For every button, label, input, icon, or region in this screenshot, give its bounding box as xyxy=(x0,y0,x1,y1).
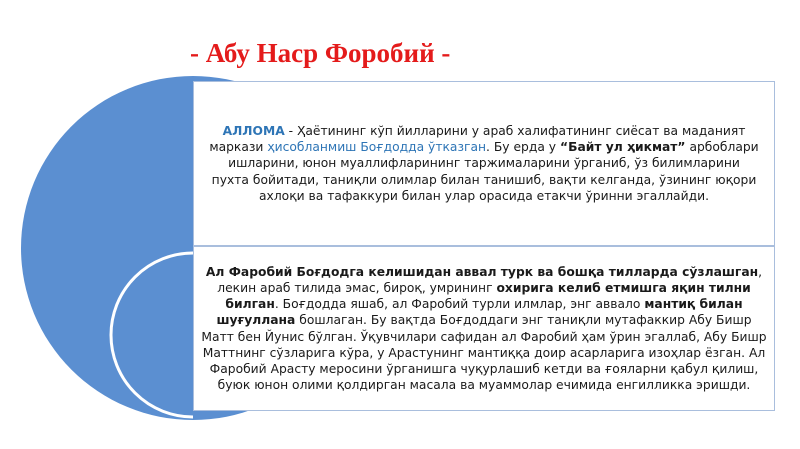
panel-bottom-text: Ал Фаробий Боғдодга келишидан аввал турк ва бошқа тилларда сўзлашган, лекин араб тилида эмас, бироқ, умрининг охирига келиб етмишга яқин тилни билган. Боғдодда яшаб, ал Фаробий турли илмлар, энг аввало мантиқ билан шуғуллана бошлаган. Бу вақтда Боғдоддаги энг таниқли мутафаккир Абу Бишр Матт бен Йунис бўлган. Ўқувчилари сафидан ал Фаробий ҳам ўрин эгаллаб, Абу Бишр Маттнинг сўзларига кўра, у Арастунинг мантиққа доир асарларига изоҳлар ёзган. Ал Фаробий Арасту меросини ўрганишга чуқурлашиб кетди ва ғояларни қабул қилиш, буюк юнон олими қолдирган масала ва муаммолар ечимида енгилликка эришди. xyxy=(201,264,767,393)
bold-languages: охирига келиб етмишга яқин тилни билган xyxy=(225,280,751,312)
highlight-baghdad: ҳисобланмиш Боғдодда ўтказган xyxy=(267,140,487,155)
allome-label: АЛЛОМА xyxy=(222,123,285,138)
text-panel-top xyxy=(193,81,775,246)
slide-title: - Абу Наср Форобий - xyxy=(190,38,451,68)
text-panel-bottom xyxy=(193,246,775,411)
bold-intro: Ал Фаробий Боғдодга келишидан аввал турк ва бошқа тилларда сўзлашган xyxy=(205,264,759,279)
panel-top-text: АЛЛОМА - Ҳаётининг кўп йилларини у араб халифатининг сиёсат ва маданият маркази ҳисобланмиш Боғдодда ўтказган. Бу ерда у “Байт ул ҳикмат” арбоблари ишларини, юнон муаллифларининг таржималарини ўрганиб, ўз билимларини пухта бойитади, таниқли олимлар билан танишиб, вақти келганда, ўзининг юқори ахлоқи ва тафаккури билан улар орасида етакчи ўринни эгаллайди. xyxy=(209,123,759,203)
bold-logic: мантиқ билан шуғуллана xyxy=(216,297,743,328)
bayt-ul-hikmat: “Байт ул ҳикмат” xyxy=(559,140,686,155)
